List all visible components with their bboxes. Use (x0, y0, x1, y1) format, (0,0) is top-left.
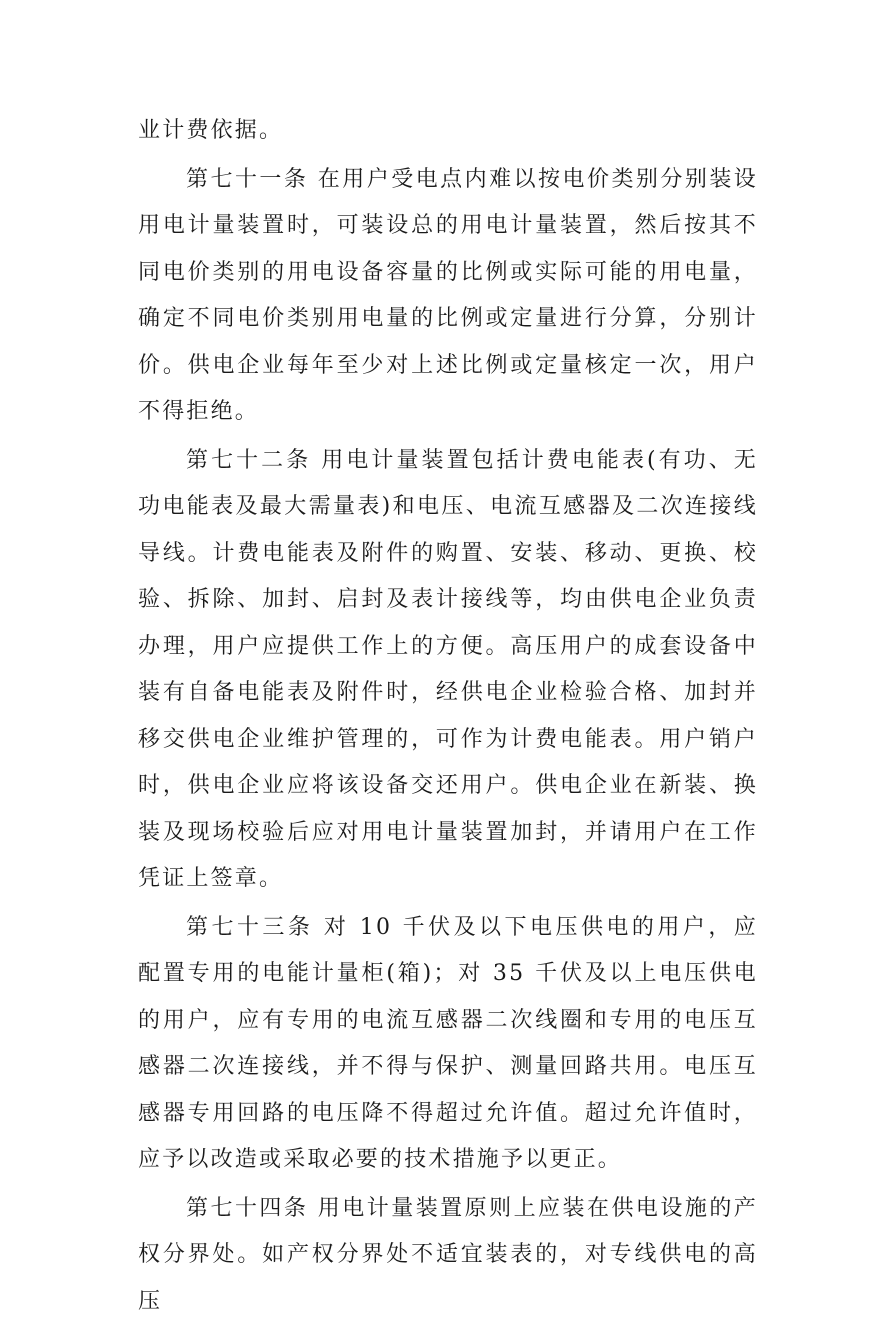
paragraph-article-71: 第七十一条 在用户受电点内难以按电价类别分别装设用电计量装置时，可装设总的用电计量装置，然后按其不同电价类别的用电设备容量的比例或实际可能的用电量，确定不同电价类别用电量的比例或定量进行分算，分别计价。供电企业每年至少对上述比例或定量核定一次，用户不得拒绝。 (138, 166, 758, 424)
document-body (138, 108, 758, 1327)
paragraph-continuation: 业计费依据。 (138, 118, 284, 143)
paragraph-article-73: 第七十三条 对 10 千伏及以下电压供电的用户，应 配置专用的电能计量柜(箱)；对 35 千伏及以上电压供电的用户，应有专用的电流互感器二次线圈和专用的电压互感器二次连接线，并不得与保护、测量回路共用。电压互感器专用回路的电压降不得超过允许值。超过允许值时，应予以改造或采取必要的技术措施予以更正。 (138, 914, 758, 1172)
paragraph-article-74: 第七十四条 用电计量装置原则上应装在供电设施的产权分界处。如产权分界处不适宜装表的，对专线供电的高压 (138, 1195, 758, 1314)
paragraph-article-72: 第七十二条 用电计量装置包括计费电能表(有功、无功电能表及最大需量表)和电压、电流互感器及二次连接线导线。计费电能表及附件的购置、安装、移动、更换、校验、拆除、加封、启封及表计接线等，均由供电企业负责办理，用户应提供工作上的方便。高压用户的成套设备中装有自备电能表及附件时，经供电企业检验合格、加封并移交供电企业维护管理的，可作为计费电能表。用户销户时，供电企业应将该设备交还用户。供电企业在新装、换装及现场校验后应对用电计量装置加封，并请用户在工作凭证上签章。 (138, 447, 758, 891)
